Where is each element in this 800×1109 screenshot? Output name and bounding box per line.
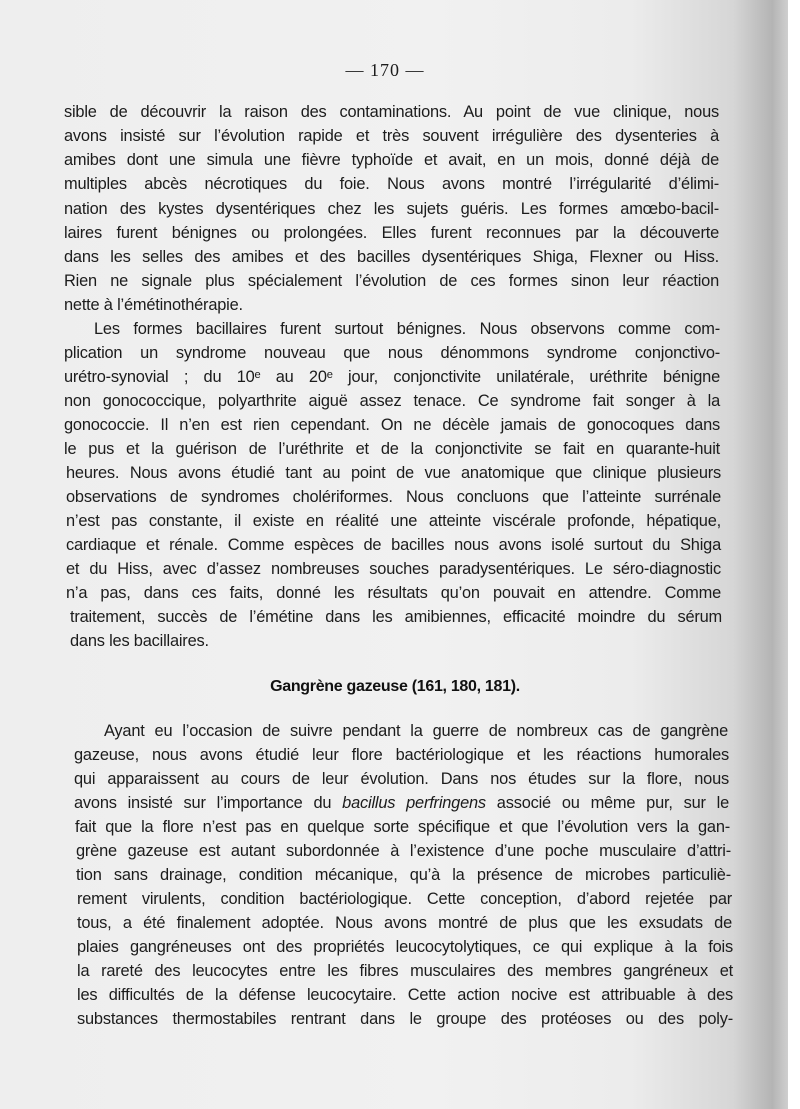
text-line: gazeuse, nous avons étudié leur flore bactériologique et les réactions humorales — [74, 746, 729, 764]
text-line: nation des kystes dysentériques chez les sujets guéris. Les formes amœbo-bacil- — [64, 200, 719, 218]
text-segment: avons insisté sur l’importance du — [74, 794, 343, 812]
italic-species-name: bacillus perfringens — [342, 794, 486, 812]
text-line: avons insisté sur l’évolution rapide et très souvent irrégulière des dysenteries à — [64, 127, 719, 145]
text-line: n’est pas constante, il existe en réalité une atteinte viscérale profonde, hépatique, — [66, 512, 721, 530]
text-line: plication un syndrome nouveau que nous dénommons syndrome conjonctivo- — [64, 344, 720, 362]
text-line: le pus et la guérison de l’uréthrite et de la conjonctivite se fait en quarante-huit — [64, 440, 720, 458]
text-line: cardiaque et rénale. Comme espèces de bacilles nous avons isolé surtout du Shiga — [66, 536, 721, 554]
text-line: heures. Nous avons étudié tant au point de vue anatomique que clinique plusieurs — [66, 464, 721, 482]
text-line: tion sans drainage, condition mécanique, qu’à la présence de microbes particuliè- — [76, 866, 731, 884]
text-line: non gonococcique, polyarthrite aiguë assez tenace. Ce syndrome fait songer à la — [64, 392, 720, 410]
text-line: plaies gangréneuses ont des propriétés leucocytolytiques, ce qui explique à la fois — [77, 938, 733, 956]
text-line: Les formes bacillaires furent surtout bénignes. Nous observons comme com- — [94, 320, 720, 338]
text-line: et du Hiss, avec d’assez nombreuses souches paradysentériques. Le séro-diagnostic — [66, 560, 721, 578]
text-line: qui apparaissent au cours de leur évolution. Dans nos études sur la flore, nous — [74, 770, 729, 788]
text-line: les difficultés de la défense leucocytaire. Cette action nocive est attribuable à des — [77, 986, 733, 1004]
text-line: n’a pas, dans ces faits, donné les résultats qu’on pouvait en attendre. Comme — [66, 584, 721, 602]
text-line-with-italic — [74, 793, 729, 813]
text-line: rement virulents, condition bactériologique. Cette conception, d’abord rejetée par — [77, 890, 732, 908]
text-line: urétro-synovial ; du 10ᵉ au 20ᵉ jour, conjonctivite unilatérale, uréthrite bénigne — [64, 368, 720, 386]
text-line: amibes dont une simula une fièvre typhoïde et avait, en un mois, donné déjà de — [64, 151, 719, 169]
text-line: substances thermostabiles rentrant dans le groupe des protéoses ou des poly- — [77, 1010, 733, 1028]
text-line: tous, a été finalement adoptée. Nous avons montré de plus que les exsudats de — [77, 914, 732, 932]
text-line: fait que la flore n’est pas en quelque sorte spécifique et que l’évolution vers la gan- — [75, 818, 730, 836]
text-line: sible de découvrir la raison des contaminations. Au point de vue clinique, nous — [64, 103, 719, 121]
text-line: laires furent bénignes ou prolongées. Elles furent reconnues par la découverte — [64, 224, 719, 242]
text-line: dans les selles des amibes et des bacilles dysentériques Shiga, Flexner ou Hiss. — [64, 248, 719, 266]
text-line: dans les bacillaires. — [70, 632, 209, 650]
text-line: gonococcie. Il n’en est rien cependant. On ne décèle jamais de gonocoques dans — [64, 416, 720, 434]
text-line: traitement, succès de l’émétine dans les amibiennes, efficacité moindre du sérum — [70, 608, 722, 626]
page-number: — 170 — — [345, 60, 425, 80]
text-line: Rien ne signale plus spécialement l’évolution de ces formes sinon leur réaction — [64, 272, 719, 290]
text-line: la rareté des leucocytes entre les fibres musculaires des membres gangréneux et — [77, 962, 733, 980]
text-segment: associé ou même pur, sur le — [485, 794, 730, 812]
text-line: grène gazeuse est autant subordonnée à l’existence d’une poche musculaire d’attri- — [76, 842, 731, 860]
text-line: observations de syndromes cholériformes. Nous concluons que l’atteinte surrénale — [66, 488, 721, 506]
text-line: Ayant eu l’occasion de suivre pendant la guerre de nombreux cas de gangrène — [104, 722, 728, 740]
text-line: multiples abcès nécrotiques du foie. Nous avons montré l’irrégularité d’élimi- — [64, 175, 719, 193]
section-heading: Gangrène gazeuse (161, 180, 181). — [270, 678, 520, 695]
text-line: nette à l’émétinothérapie. — [64, 296, 243, 314]
